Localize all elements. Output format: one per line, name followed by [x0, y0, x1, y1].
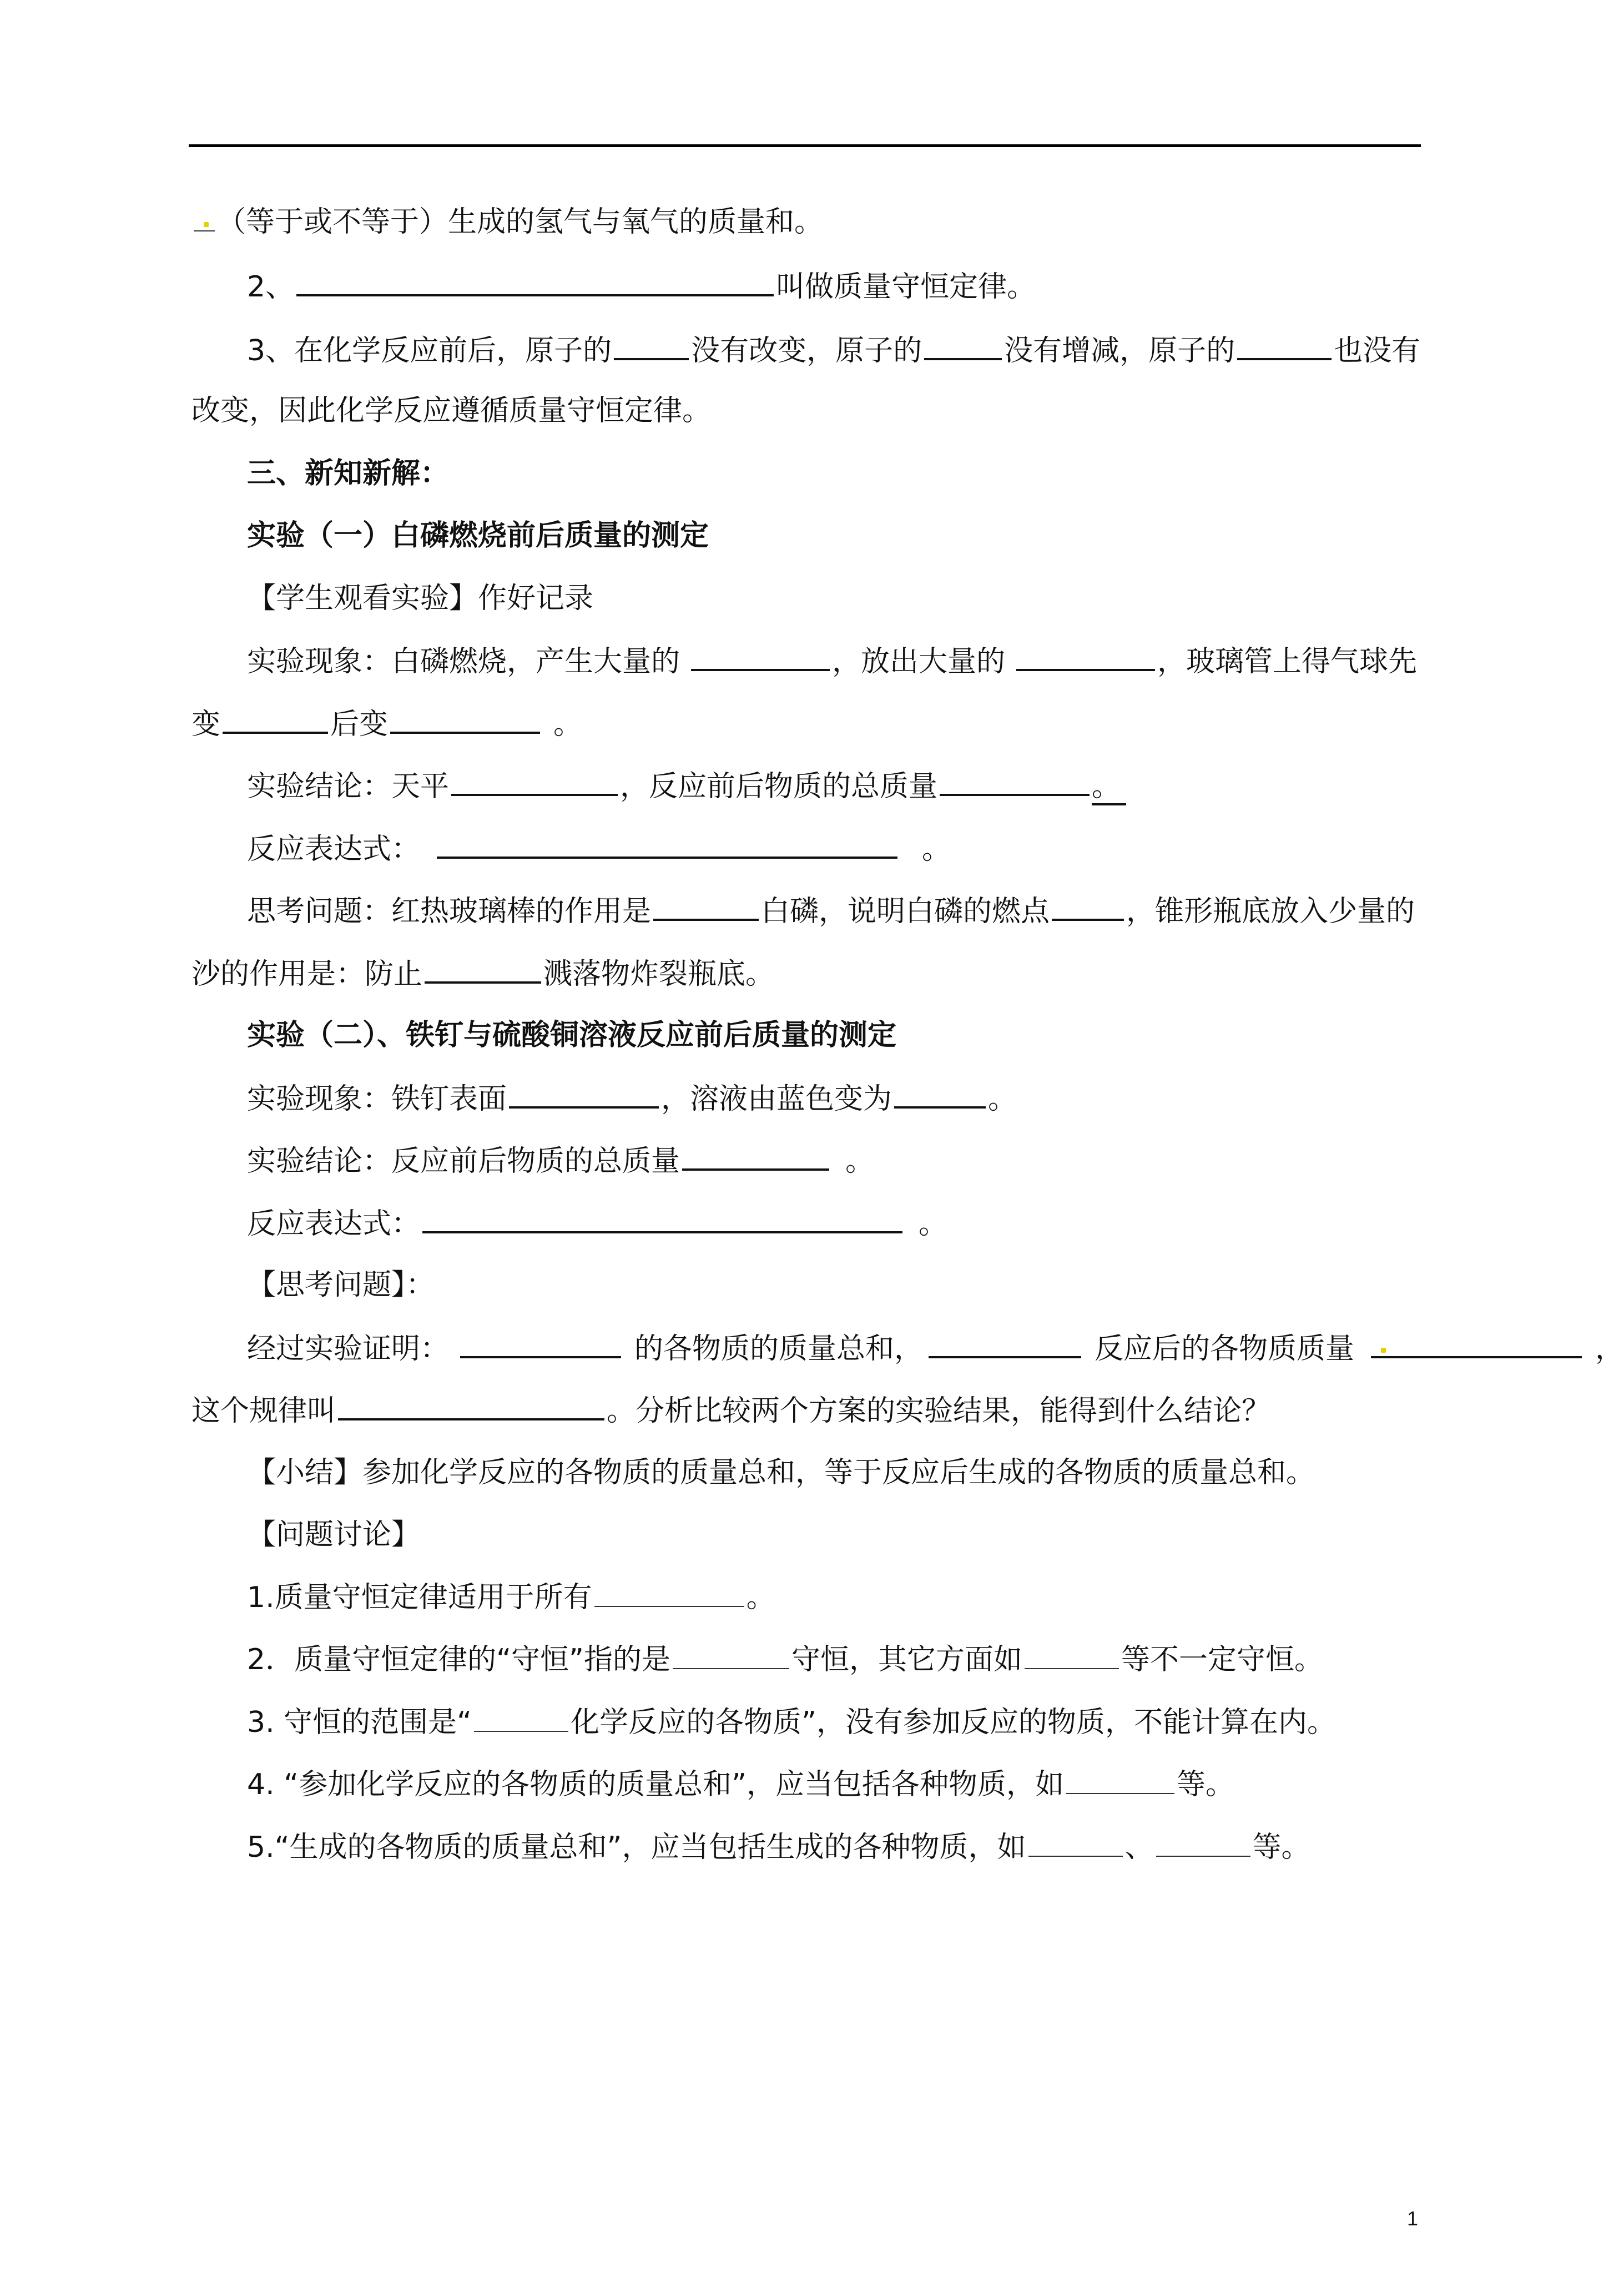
- answer-blank[interactable]: [1237, 330, 1332, 360]
- answer-blank[interactable]: [474, 1703, 568, 1732]
- text: 。分析比较两个方案的实验结果，能得到什么结论？: [607, 1394, 1271, 1428]
- answer-blank[interactable]: [1016, 641, 1155, 671]
- text: 【思考问题】：: [247, 1268, 435, 1302]
- answer-blank[interactable]: [194, 203, 215, 231]
- text: 。: [919, 1207, 948, 1241]
- line-26: [247, 1765, 1426, 1804]
- answer-blank[interactable]: [682, 1141, 829, 1171]
- line-10: [247, 766, 1426, 806]
- line-17: [247, 1203, 1426, 1243]
- text: 3. 守恒的范围是“: [247, 1706, 472, 1739]
- text: ，溶液由蓝色变为: [661, 1082, 892, 1116]
- line-9: [191, 704, 1426, 744]
- line-24: [247, 1640, 1426, 1679]
- text: 等不一定守恒。: [1121, 1643, 1323, 1676]
- text: 反应表达式：: [247, 833, 421, 866]
- text: 。: [922, 833, 951, 866]
- text: ，玻璃管上得气球先: [1157, 645, 1418, 678]
- text: 【问题讨论】: [247, 1518, 421, 1551]
- text: 改变，因此化学反应遵循质量守恒定律。: [191, 394, 712, 427]
- answer-blank[interactable]: [1025, 1640, 1119, 1669]
- text: 1.质量守恒定律适用于所有: [247, 1581, 592, 1614]
- line-15: [247, 1079, 1426, 1119]
- experiment-1-title: [247, 516, 1426, 555]
- text: 后变: [330, 708, 389, 741]
- answer-blank[interactable]: [296, 266, 774, 296]
- line-7: [247, 579, 1426, 618]
- line-8: [247, 641, 1426, 681]
- line-1: [191, 203, 1426, 241]
- text: 经过实验证明：: [247, 1332, 450, 1366]
- answer-blank[interactable]: [924, 330, 1002, 360]
- text: 。: [1092, 770, 1126, 805]
- text: 。: [553, 708, 583, 741]
- line-20: [191, 1391, 1426, 1430]
- line-23: [247, 1578, 1426, 1617]
- text: 没有增减，原子的: [1004, 334, 1235, 367]
- text: 。: [845, 1145, 875, 1178]
- text: 等。: [1252, 1831, 1310, 1864]
- text: 也没有: [1334, 334, 1421, 367]
- line-4: [191, 391, 1426, 430]
- text: 实验结论：反应前后物质的总质量: [247, 1145, 680, 1178]
- line-13: [191, 954, 1426, 994]
- text: 4. “参加化学反应的各物质的质量总和”，应当包括各种物质，如: [247, 1768, 1065, 1801]
- line-16: [247, 1141, 1426, 1181]
- text: 溅落物炸裂瓶底。: [543, 958, 775, 991]
- answer-blank[interactable]: [594, 1578, 744, 1607]
- line-2: [247, 266, 1426, 306]
- line-21: [247, 1453, 1426, 1492]
- line-11: [247, 829, 1426, 869]
- text: 叫做质量守恒定律。: [776, 270, 1036, 304]
- text: 变: [191, 708, 221, 741]
- answer-blank[interactable]: [1052, 891, 1124, 921]
- text: 实验（二）、铁钉与硫酸铜溶液反应前后质量的测定: [247, 1019, 897, 1052]
- text: ，: [1595, 1332, 1624, 1366]
- text: 实验现象：白磷燃烧，产生大量的: [247, 645, 680, 678]
- answer-blank[interactable]: [460, 1328, 621, 1358]
- answer-blank[interactable]: [422, 1203, 902, 1233]
- text: 没有改变，原子的: [691, 334, 922, 367]
- answer-blank[interactable]: [653, 891, 759, 921]
- answer-blank[interactable]: [929, 1328, 1081, 1358]
- answer-blank[interactable]: [1371, 1328, 1582, 1358]
- text: 三、新知新解：: [247, 457, 450, 490]
- line-18: [247, 1266, 1426, 1304]
- text: 思考问题：红热玻璃棒的作用是: [247, 895, 652, 928]
- text: 。: [746, 1581, 775, 1614]
- answer-blank[interactable]: [390, 704, 540, 734]
- answer-blank[interactable]: [437, 829, 897, 859]
- line-3: [247, 330, 1426, 370]
- text: 的各物质的质量总和，: [634, 1332, 924, 1366]
- text: 2、: [247, 270, 295, 304]
- answer-blank[interactable]: [894, 1079, 986, 1109]
- answer-blank[interactable]: [338, 1391, 604, 1420]
- answer-blank[interactable]: [673, 1640, 789, 1669]
- answer-blank[interactable]: [509, 1079, 659, 1109]
- text: 白磷，说明白磷的燃点: [761, 895, 1050, 928]
- answer-blank[interactable]: [614, 330, 689, 360]
- text: 实验结论：天平: [247, 770, 450, 803]
- text: 这个规律叫: [191, 1394, 336, 1428]
- text: ，反应前后物质的总质量: [620, 770, 938, 803]
- text: 化学反应的各物质”，没有参加反应的物质，不能计算在内。: [571, 1706, 1336, 1739]
- text: 5.“生成的各物质的质量总和”，应当包括生成的各种物质，如: [247, 1831, 1026, 1864]
- experiment-2-title: [247, 1016, 1426, 1055]
- answer-blank[interactable]: [451, 766, 618, 796]
- text: 守恒，其它方面如: [791, 1643, 1022, 1676]
- text: 2．质量守恒定律的“守恒”指的是: [247, 1643, 670, 1676]
- section-heading: [247, 454, 1426, 493]
- answer-blank[interactable]: [940, 766, 1090, 796]
- text: 。: [988, 1082, 1017, 1116]
- text: 【学生观看实验】作好记录: [247, 582, 594, 615]
- header-rule: [189, 144, 1421, 147]
- text: （等于或不等于）生成的氢气与氧气的质量和。: [217, 205, 824, 239]
- text: 3、在化学反应前后，原子的: [247, 334, 612, 367]
- text: ，锥形瓶底放入少量的: [1126, 895, 1415, 928]
- line-12: [247, 891, 1426, 931]
- text: ，放出大量的: [832, 645, 1006, 678]
- answer-blank[interactable]: [223, 704, 328, 734]
- answer-blank[interactable]: [1028, 1828, 1123, 1857]
- answer-blank[interactable]: [1156, 1828, 1250, 1857]
- text: 【小结】参加化学反应的各物质的质量总和，等于反应后生成的各物质的质量总和。: [247, 1456, 1315, 1489]
- text: 沙的作用是：防止: [191, 958, 423, 991]
- line-19: [247, 1328, 1624, 1368]
- line-22: [247, 1515, 1426, 1554]
- text: 实验现象：铁钉表面: [247, 1082, 507, 1116]
- text: 、: [1124, 1831, 1154, 1864]
- answer-blank[interactable]: [425, 954, 541, 984]
- line-27: [247, 1828, 1426, 1867]
- answer-blank[interactable]: [1066, 1765, 1174, 1794]
- line-25: [247, 1703, 1426, 1742]
- text: 实验（一）白磷燃烧前后质量的测定: [247, 519, 709, 552]
- page-number: 1: [1407, 2207, 1419, 2230]
- text: 等。: [1177, 1768, 1235, 1801]
- text: 反应表达式：: [247, 1207, 421, 1241]
- answer-blank[interactable]: [691, 641, 830, 671]
- text: 反应后的各物质质量: [1095, 1332, 1355, 1366]
